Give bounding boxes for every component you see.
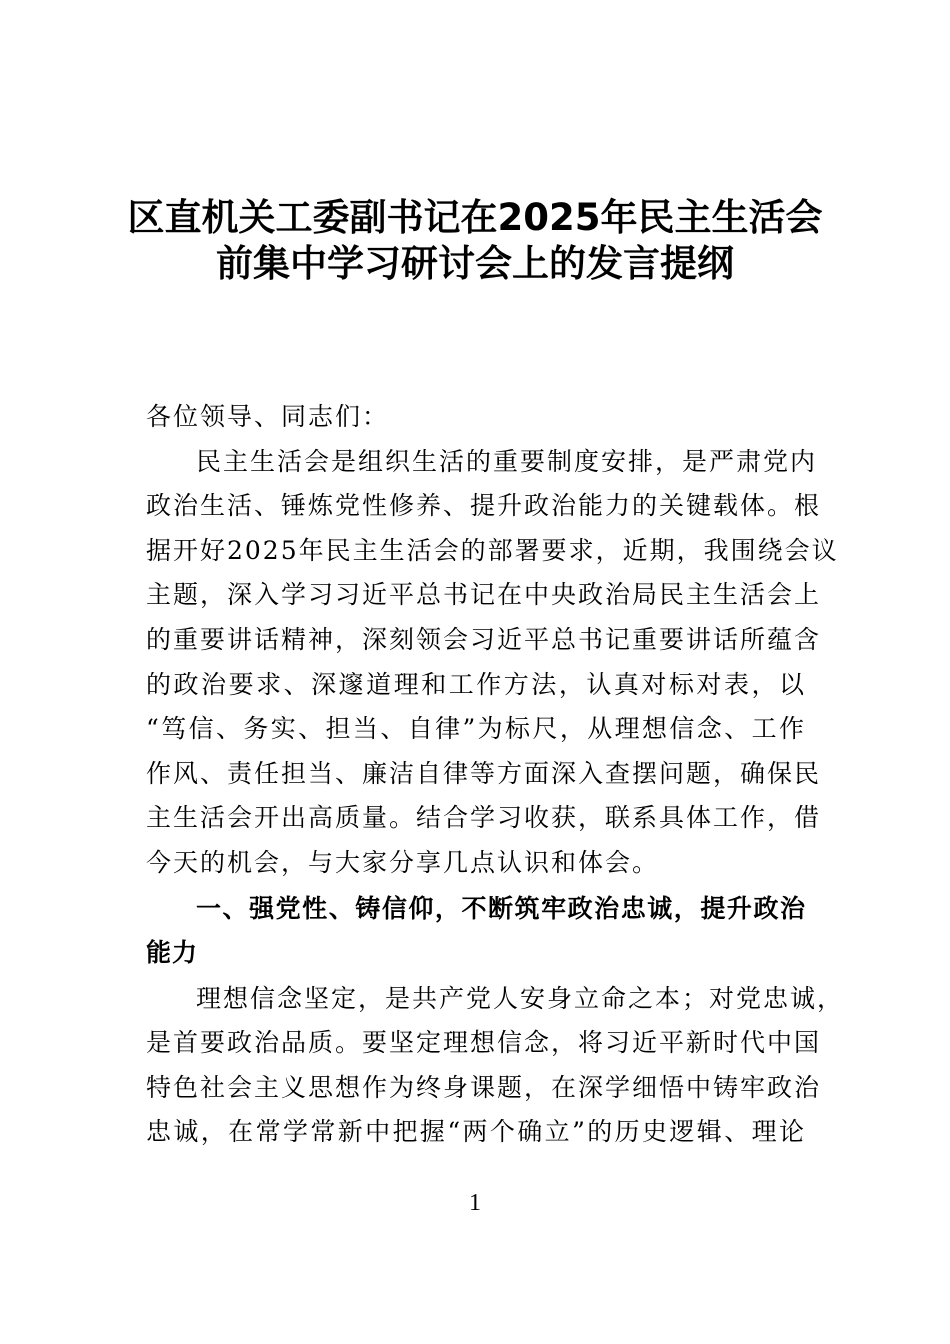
intro-line: 主题，深入学习习近平总书记在中央政治局民主生活会上 (146, 580, 822, 609)
intro-line: 作风、责任担当、廉洁自律等方面深入查摆问题，确保民 (146, 759, 822, 788)
intro-line: 的重要讲话精神，深刻领会习近平总书记重要讲话所蕴含 (146, 625, 822, 654)
intro-line: 民主生活会是组织生活的重要制度安排，是严肃党内 (196, 447, 818, 476)
document-title-line-2: 前集中学习研讨会上的发言提纲 (216, 242, 734, 285)
salutation: 各位领导、同志们： (146, 402, 390, 431)
section-body-line: 忠诚，在常学常新中把握“两个确立”的历史逻辑、理论 (146, 1117, 806, 1146)
document-title-line-1: 区直机关工委副书记在2025年民主生活会 (127, 196, 823, 239)
intro-line: 政治生活、锤炼党性修养、提升政治能力的关键载体。根 (146, 491, 822, 520)
section-heading-line: 能力 (146, 938, 199, 967)
section-body-line: 特色社会主义思想作为终身课题，在深学细悟中铸牢政治 (146, 1073, 822, 1102)
intro-line: 的政治要求、深邃道理和工作方法，认真对标对表，以 (146, 670, 806, 699)
intro-line: 主生活会开出高质量。结合学习收获，联系具体工作，借 (146, 803, 822, 832)
section-body-line: 是首要政治品质。要坚定理想信念，将习近平新时代中国 (146, 1028, 822, 1057)
section-body-line: 理想信念坚定，是共产党人安身立命之本；对党忠诚， (196, 984, 845, 1013)
section-heading-line: 一、强党性、铸信仰，不断筑牢政治忠诚，提升政治 (196, 894, 806, 923)
intro-line: 今天的机会，与大家分享几点认识和体会。 (146, 848, 660, 877)
intro-line: 据开好2025年民主生活会的部署要求，近期，我围绕会议 (146, 536, 839, 565)
page-number: 1 (469, 1190, 481, 1216)
intro-line: “笃信、务实、担当、自律”为标尺，从理想信念、工作 (146, 714, 806, 743)
